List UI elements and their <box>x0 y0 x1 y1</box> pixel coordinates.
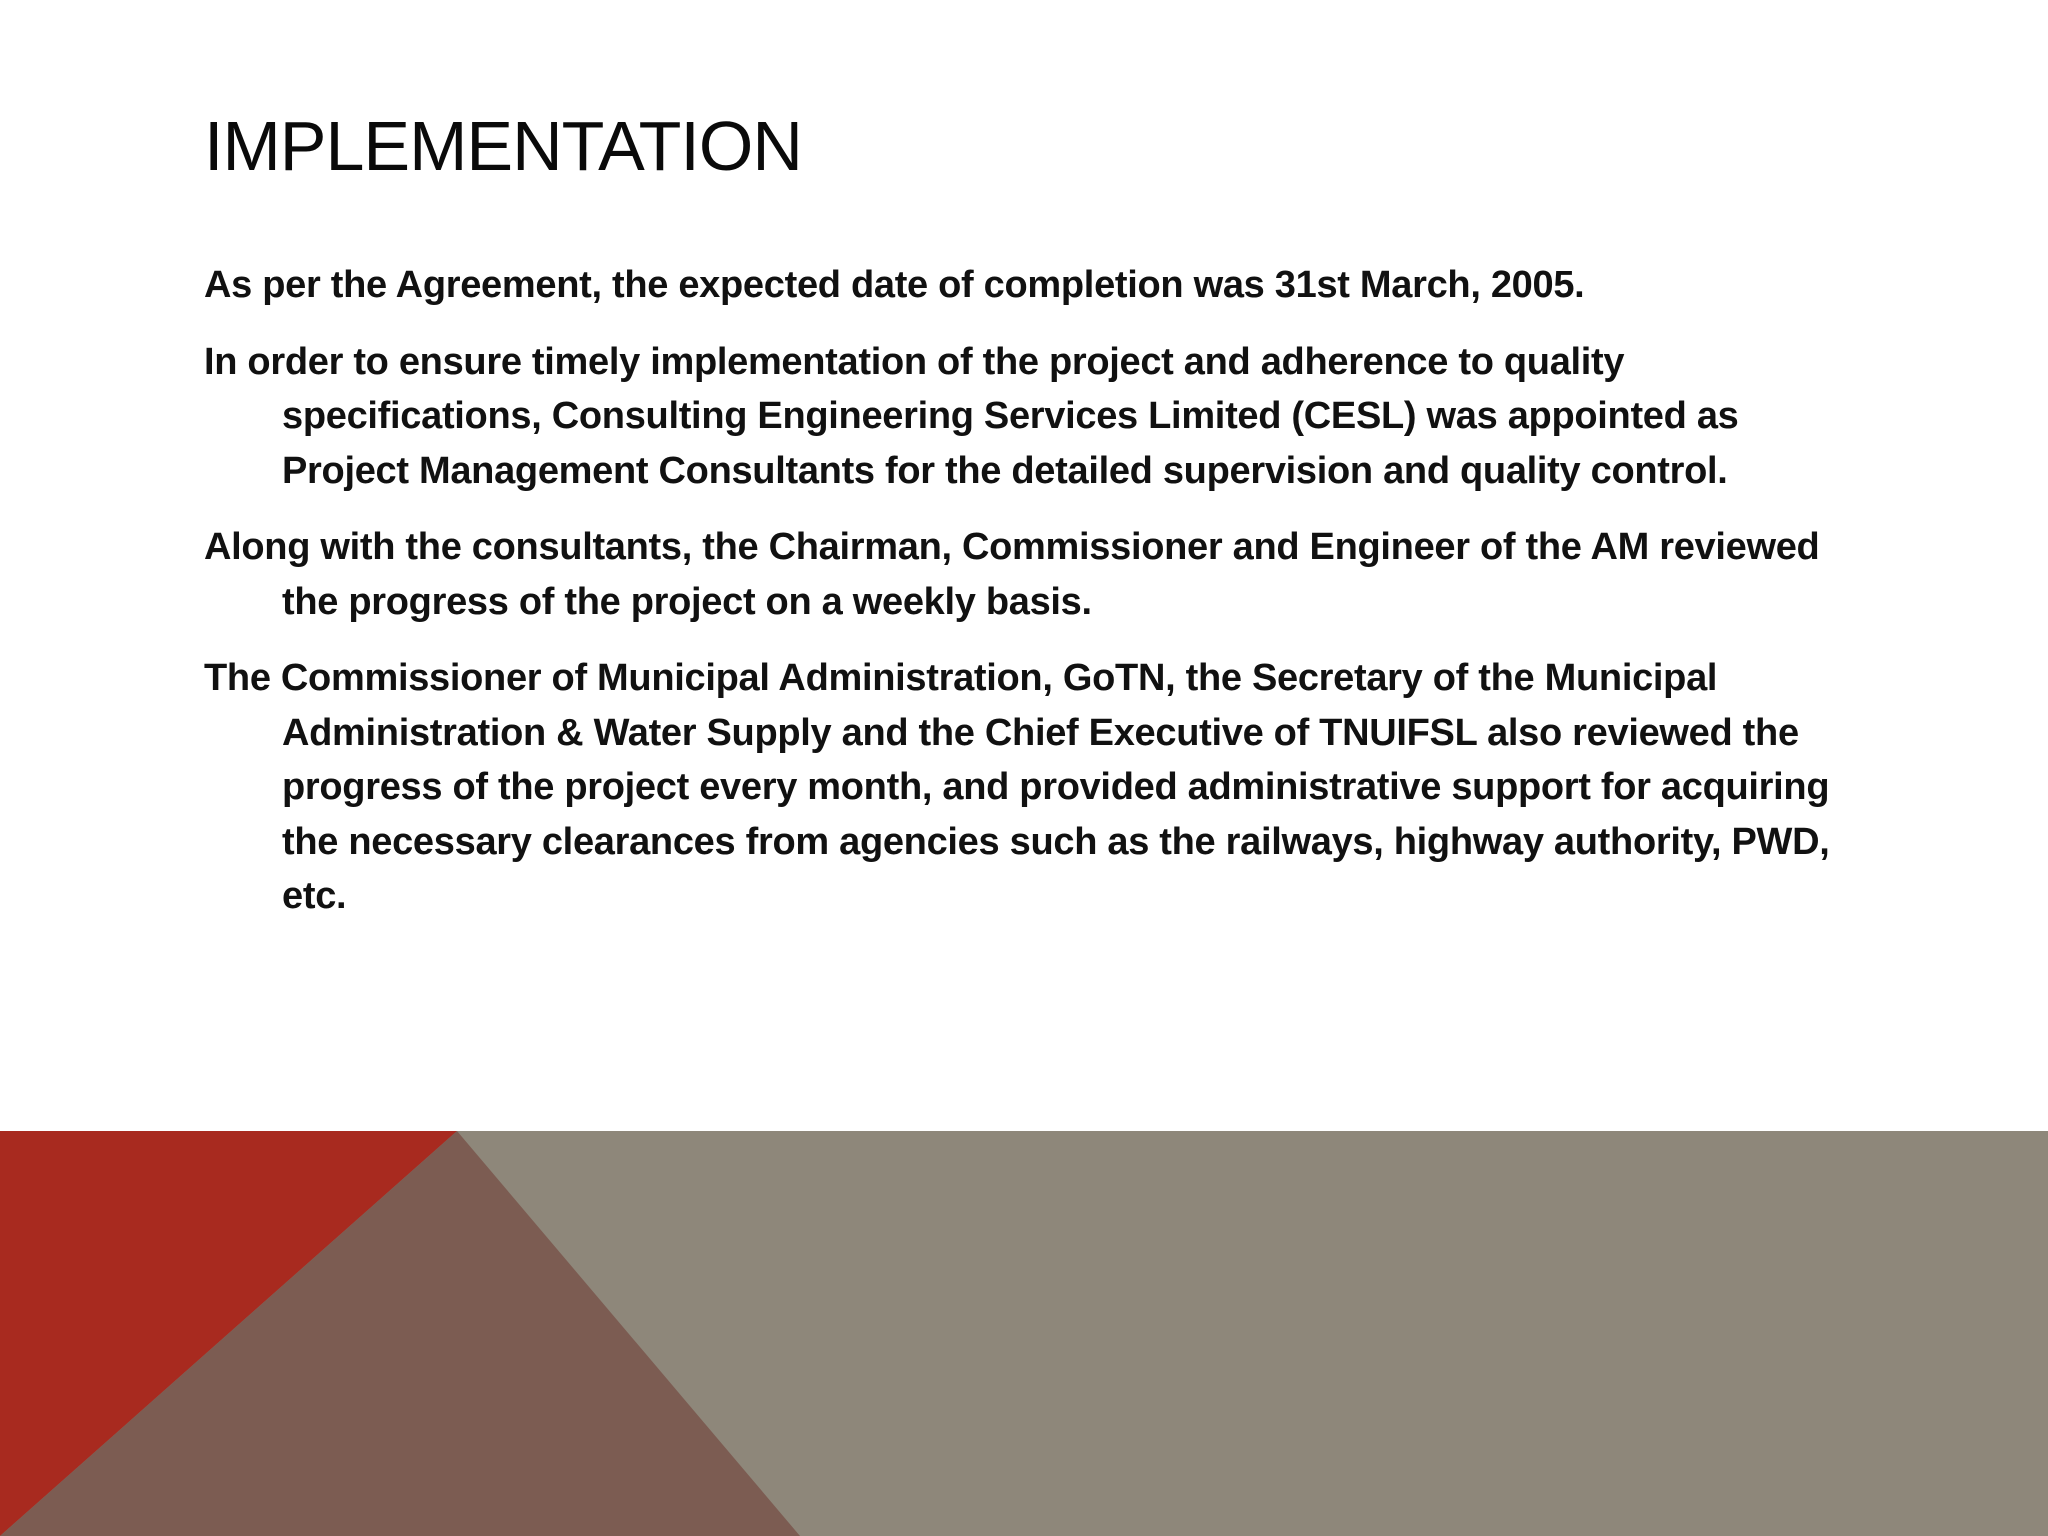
paragraph-weekly-review: Along with the consultants, the Chairman, Commissioner and Engineer of the AM reviewed the progress of the project on a weekly basis. <box>204 526 1820 623</box>
slide-title: IMPLEMENTATION <box>204 107 802 185</box>
decorative-footer-band <box>0 1131 2048 1536</box>
paragraph-completion-date: As per the Agreement, the expected date of completion was 31st March, 2005. <box>204 264 1585 306</box>
paragraph-monthly-review: The Commissioner of Municipal Administration, GoTN, the Secretary of the Municipal Administration & Water Supply and the Chief Executive of TNUIFSL also reviewed the progress of the project every month, and provided administrative support for acquiring the necessary clearances from agencies such as the railways, highway authority, PWD, etc. <box>204 657 1830 917</box>
paragraph-consultants: In order to ensure timely implementation of the project and adherence to quality specifications, Consulting Engineering Services Limited (CESL) was appointed as Project Management Consultants for the detailed supervision and quality control. <box>204 340 1739 492</box>
slide-body <box>204 258 1844 946</box>
